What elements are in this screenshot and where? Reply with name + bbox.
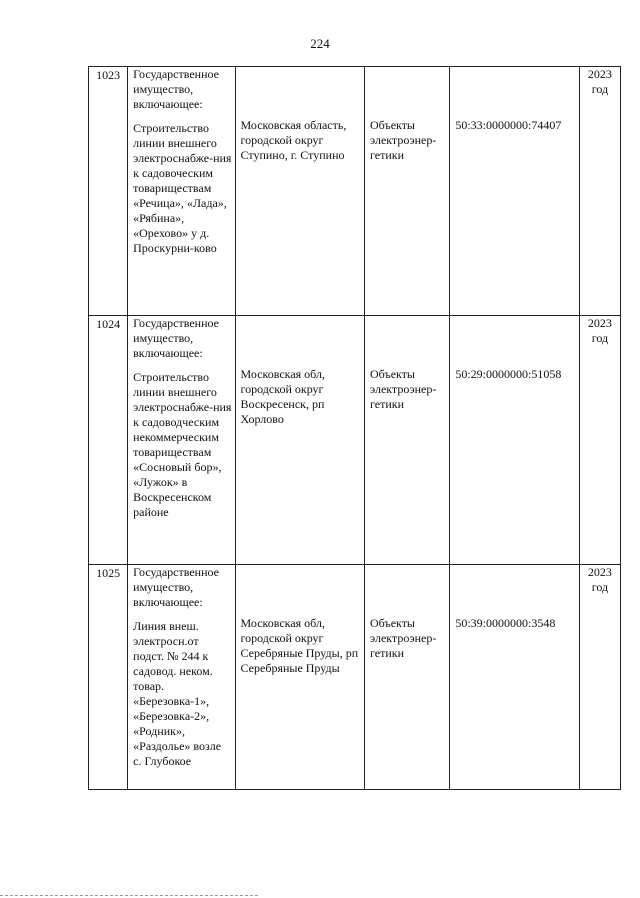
property-name-detail: Строительство линии внешнего электроснабже-ния к садовоческим товариществам «Речица», «Лада», «Рябина», «Орехово» у д. Проскурни-ково bbox=[133, 121, 232, 255]
year-cell bbox=[579, 316, 620, 565]
location-text: Московская область, городской округ Ступино, г. Ступино bbox=[240, 118, 347, 162]
property-register-table bbox=[88, 66, 621, 790]
property-name-heading: Государственное имущество, включающее: bbox=[133, 316, 219, 360]
property-name-cell bbox=[128, 316, 235, 565]
property-name-detail: Строительство линии внешнего электроснабже-ния к садоводческим некоммерческим товариществам «Сосновый бор», «Лужок» в Воскресенском районе bbox=[133, 370, 232, 519]
cadastral-number-cell bbox=[450, 67, 579, 316]
row-number: 1023 bbox=[89, 67, 128, 316]
location-cell bbox=[235, 316, 364, 565]
cadastral-number-cell bbox=[450, 316, 579, 565]
location-text: Московская обл, городской округ Воскресенск, рп Хорлово bbox=[240, 367, 325, 426]
object-type-cell bbox=[365, 67, 450, 316]
row-number: 1025 bbox=[89, 565, 128, 790]
property-name-heading: Государственное имущество, включающее: bbox=[133, 565, 219, 609]
year-number: 2023 bbox=[587, 67, 612, 81]
object-type-text: Объекты электроэнер-гетики bbox=[370, 367, 437, 411]
year-unit: год bbox=[591, 580, 609, 594]
year-cell bbox=[579, 565, 620, 790]
cadastral-number-text: 50:33:0000000:74407 bbox=[455, 118, 562, 132]
table-row bbox=[89, 67, 621, 316]
table-row bbox=[89, 316, 621, 565]
location-text: Московская обл, городской округ Серебряные Пруды, рп Серебряные Пруды bbox=[240, 616, 359, 675]
year-number: 2023 bbox=[587, 565, 612, 579]
scan-edge-line bbox=[0, 895, 258, 897]
cadastral-number-text: 50:29:0000000:51058 bbox=[455, 367, 562, 381]
object-type-cell bbox=[365, 565, 450, 790]
cadastral-number-text: 50:39:0000000:3548 bbox=[455, 616, 556, 630]
year-number: 2023 bbox=[587, 316, 612, 330]
object-type-text: Объекты электроэнер-гетики bbox=[370, 616, 437, 660]
row-number: 1024 bbox=[89, 316, 128, 565]
cadastral-number-cell bbox=[450, 565, 579, 790]
property-name-cell bbox=[128, 565, 235, 790]
year-unit: год bbox=[591, 331, 609, 345]
location-cell bbox=[235, 67, 364, 316]
property-name-detail: Линия внеш. электросн.от подст. № 244 к садовод. неком. товар. «Березовка-1», «Березовка-2», «Родник», «Раздолье» возле с. Глубокое bbox=[133, 619, 222, 768]
location-cell bbox=[235, 565, 364, 790]
object-type-text: Объекты электроэнер-гетики bbox=[370, 118, 437, 162]
year-unit: год bbox=[591, 82, 609, 96]
property-name-heading: Государственное имущество, включающее: bbox=[133, 67, 219, 111]
year-cell bbox=[579, 67, 620, 316]
page-number: 224 bbox=[310, 36, 330, 51]
object-type-cell bbox=[365, 316, 450, 565]
property-name-cell bbox=[128, 67, 235, 316]
table-row bbox=[89, 565, 621, 790]
